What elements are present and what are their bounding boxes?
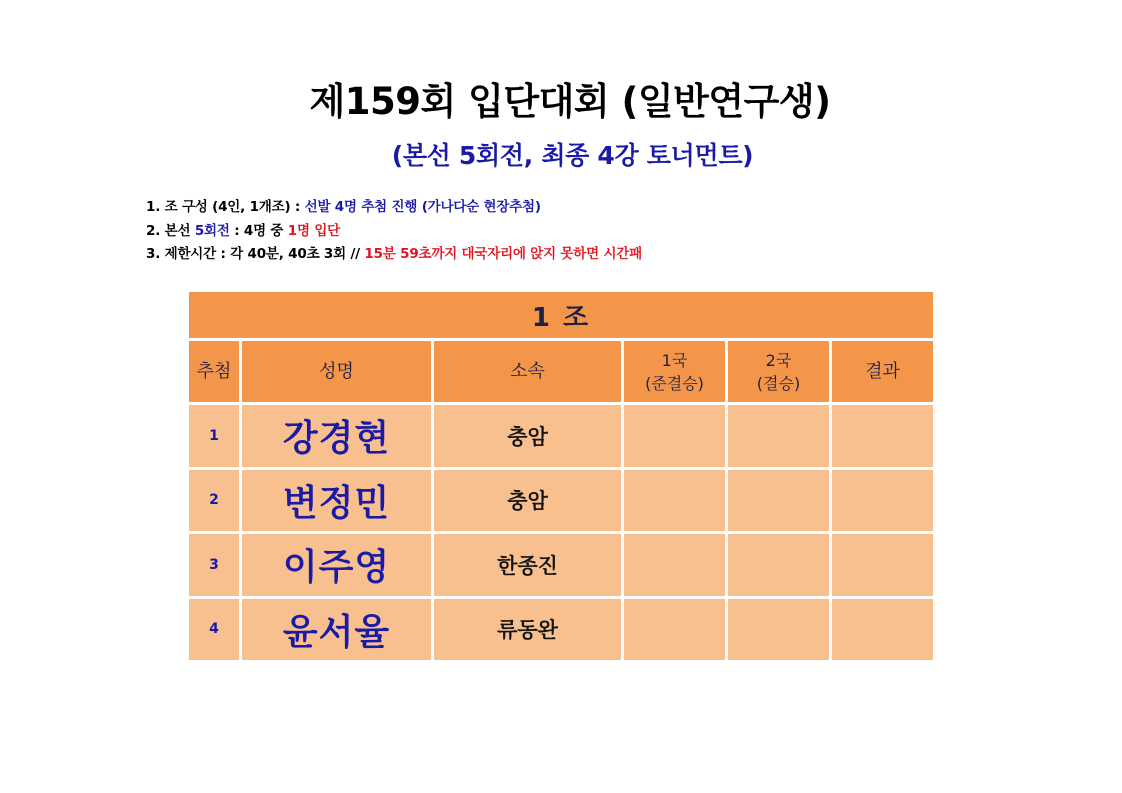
rule-item-3 — [146, 243, 642, 267]
table-row — [188, 404, 935, 469]
header-game1-line1: 1국 — [661, 350, 688, 370]
header-game2-line1: 2국 — [765, 350, 792, 370]
draw-number: 1 — [188, 404, 241, 469]
final-result-cell — [831, 533, 935, 598]
game1-result-cell — [623, 597, 727, 662]
header-name: 성명 — [241, 340, 433, 404]
header-affiliation: 소속 — [433, 340, 623, 404]
header-draw: 추첨 — [188, 340, 241, 404]
page-title: 제159회 입단대회 (일반연구생) — [309, 80, 831, 123]
game2-result-cell — [727, 597, 831, 662]
player-name: 변정민 — [241, 468, 433, 533]
game2-result-cell — [727, 404, 831, 469]
final-result-cell — [831, 404, 935, 469]
group-table — [186, 289, 936, 663]
player-name: 윤서율 — [241, 597, 433, 662]
rules-list — [146, 196, 642, 267]
rule-item-2 — [146, 220, 642, 244]
player-affiliation: 충암 — [433, 468, 623, 533]
player-affiliation: 한종진 — [433, 533, 623, 598]
game1-result-cell — [623, 468, 727, 533]
rule-1-text: 1. 조 구성 (4인, 1개조) : — [146, 199, 305, 215]
table-row — [188, 468, 935, 533]
header-game2 — [727, 340, 831, 404]
game2-result-cell — [727, 468, 831, 533]
header-game2-line2: (결승) — [756, 373, 801, 393]
player-affiliation: 류동완 — [433, 597, 623, 662]
rule-2-middle: : 4명 중 — [229, 222, 288, 239]
rule-2-highlight-pass: 1명 입단 — [287, 222, 340, 239]
player-name: 이주영 — [241, 533, 433, 598]
page-subtitle: (본선 5회전, 최종 4강 토너먼트) — [391, 141, 754, 170]
rule-item-1 — [146, 196, 642, 220]
group-title: 1 조 — [188, 291, 935, 340]
draw-number: 3 — [188, 533, 241, 598]
header-game1-line2: (준결승) — [645, 373, 704, 393]
header-result: 결과 — [831, 340, 935, 404]
final-result-cell — [831, 468, 935, 533]
player-name: 강경현 — [241, 404, 433, 469]
draw-number: 2 — [188, 468, 241, 533]
player-affiliation: 충암 — [433, 404, 623, 469]
rule-2-highlight-rounds: 5회전 — [194, 222, 230, 239]
rule-1-highlight: 선발 4명 추첨 진행 (가나다순 현장추첨) — [304, 199, 541, 215]
table-row — [188, 533, 935, 598]
final-result-cell — [831, 597, 935, 662]
table-row — [188, 597, 935, 662]
rule-3-text: 3. 제한시간 : 각 40분, 40초 3회 // — [146, 246, 365, 262]
rule-3-highlight: 15분 59초까지 대국자리에 앉지 못하면 시간패 — [364, 246, 642, 262]
game2-result-cell — [727, 533, 831, 598]
draw-number: 4 — [188, 597, 241, 662]
header-game1 — [623, 340, 727, 404]
table-header-row — [188, 340, 935, 404]
rule-2-text: 2. 본선 — [146, 222, 195, 239]
game1-result-cell — [623, 533, 727, 598]
game1-result-cell — [623, 404, 727, 469]
